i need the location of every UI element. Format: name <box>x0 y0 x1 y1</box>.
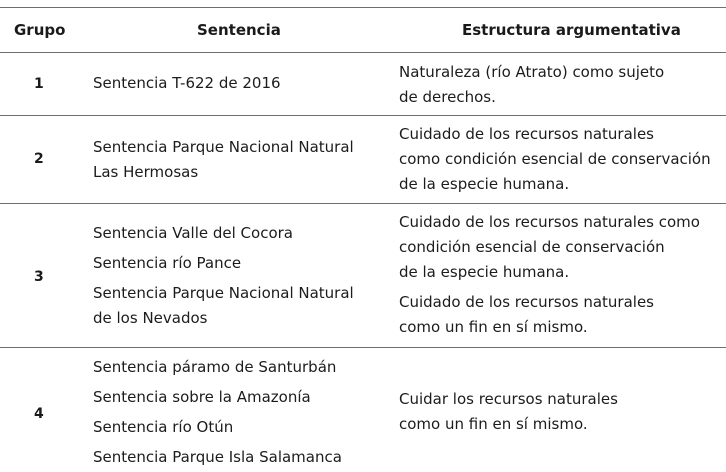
row-4-structure-line-2: como un fin en sí mismo. <box>399 415 588 433</box>
row-3-sentence-3-line-1: Sentencia Parque Nacional Natural <box>93 284 354 302</box>
row-2-group: 2 <box>34 151 44 167</box>
header-group: Grupo <box>14 21 66 39</box>
row-4-sentence-4: Sentencia Parque Isla Salamanca <box>93 448 342 466</box>
header-structure: Estructura argumentativa <box>462 21 681 39</box>
rule-header <box>0 52 726 53</box>
row-2-structure-line-1: Cuidado de los recursos naturales <box>399 125 654 143</box>
row-3-sentence-3-line-2: de los Nevados <box>93 309 208 327</box>
row-2-structure-line-3: de la especie humana. <box>399 175 570 193</box>
row-2-sentence-line-2: Las Hermosas <box>93 163 199 181</box>
rule-row-3 <box>0 347 726 348</box>
row-2-structure-line-2: como condición esencial de conservación <box>399 150 711 168</box>
row-3-structure-line-3: de la especie humana. <box>399 263 570 281</box>
rule-top <box>0 7 726 8</box>
row-1-structure-line-1: Naturaleza (río Atrato) como sujeto <box>399 63 665 81</box>
rule-row-2 <box>0 203 726 204</box>
row-4-sentence-3: Sentencia río Otún <box>93 418 234 436</box>
row-3-structure-line-2: condición esencial de conservación <box>399 238 665 256</box>
rule-row-1 <box>0 115 726 116</box>
row-3-structure-line-1: Cuidado de los recursos naturales como <box>399 213 700 231</box>
header-sentence: Sentencia <box>197 21 281 39</box>
row-4-structure-line-1: Cuidar los recursos naturales <box>399 390 618 408</box>
row-4-sentence-2: Sentencia sobre la Amazonía <box>93 388 311 406</box>
row-3-structure-line-5: como un fin en sí mismo. <box>399 318 588 336</box>
row-4-group: 4 <box>34 406 44 422</box>
row-1-sentence-1: Sentencia T-622 de 2016 <box>93 74 281 92</box>
row-3-sentence-1: Sentencia Valle del Cocora <box>93 224 293 242</box>
row-1-group: 1 <box>34 76 44 92</box>
row-1-structure-line-2: de derechos. <box>399 88 496 106</box>
row-4-sentence-1: Sentencia páramo de Santurbán <box>93 358 337 376</box>
row-3-group: 3 <box>34 269 44 285</box>
row-3-sentence-2: Sentencia río Pance <box>93 254 242 272</box>
row-2-sentence-line-1: Sentencia Parque Nacional Natural <box>93 138 354 156</box>
row-3-structure-line-4: Cuidado de los recursos naturales <box>399 293 654 311</box>
